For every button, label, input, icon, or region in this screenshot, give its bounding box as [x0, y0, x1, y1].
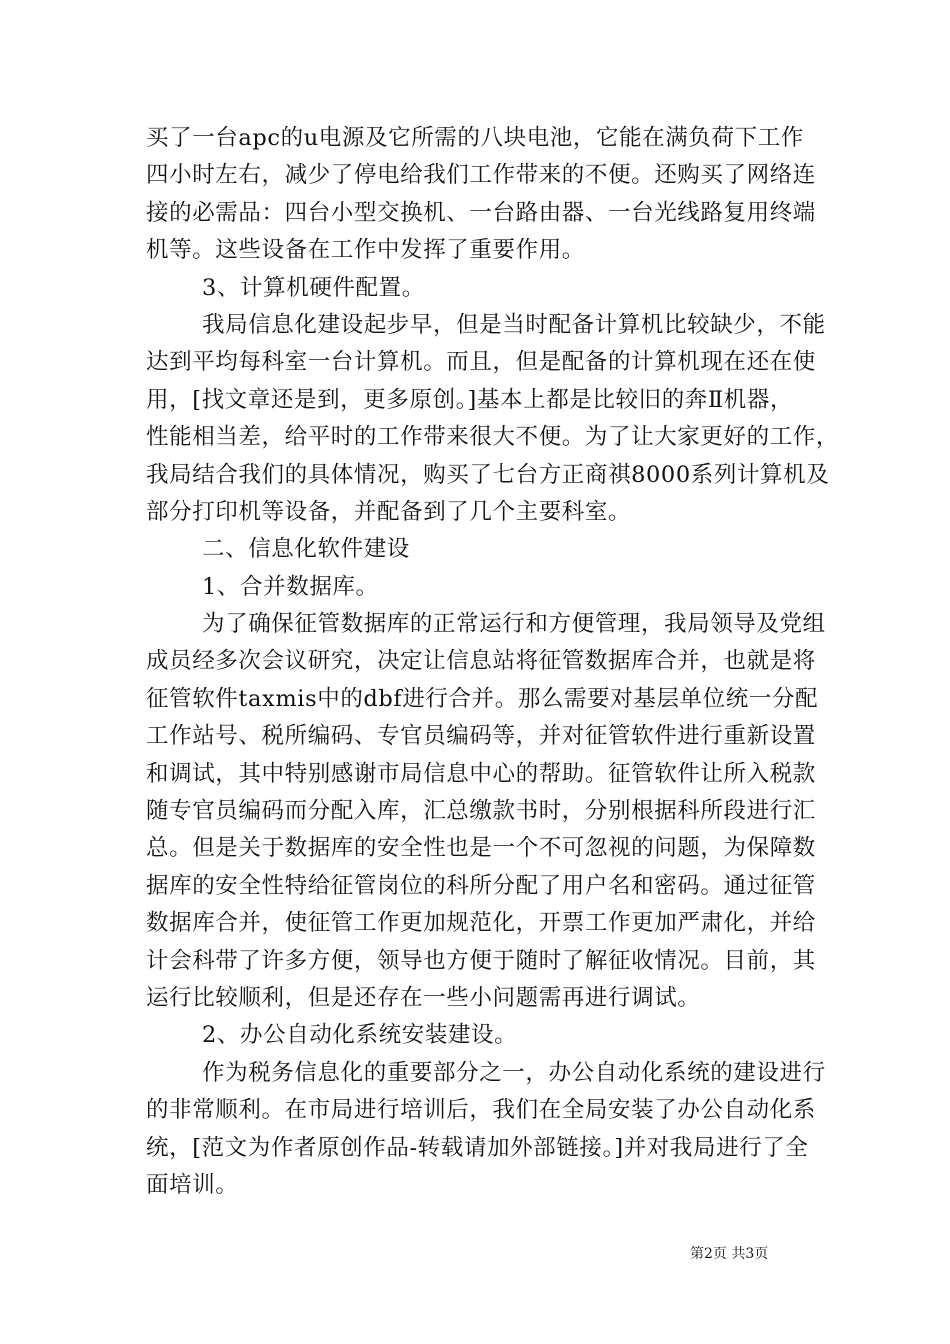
text-line: 接的必需品：四台小型交换机、一台路由器、一台光线路复用终端 — [146, 199, 816, 226]
text-line: 机等。这些设备在工作中发挥了重要作用。 — [146, 237, 585, 264]
text-line: 总。但是关于数据库的安全性也是一个不可忽视的问题，为保障数 — [146, 835, 816, 862]
text-line: 1、合并数据库。 — [202, 573, 379, 600]
page-number: 第2页 共3页 — [690, 1246, 769, 1262]
text-line: 四小时左右，减少了停电给我们工作带来的不便。还购买了网络连 — [146, 162, 816, 189]
text-line: 和调试，其中特别感谢市局信息中心的帮助。征管软件让所入税款 — [146, 760, 816, 787]
text-line: 据库的安全性特给征管岗位的科所分配了用户名和密码。通过征管 — [146, 872, 816, 899]
text-line: 我局信息化建设起步早，但是当时配备计算机比较缺少，不能 — [202, 311, 826, 338]
text-line: 作为税务信息化的重要部分之一，办公自动化系统的建设进行 — [202, 1059, 826, 1086]
text-line: 计会科带了许多方便，领导也方便于随时了解征收情况。目前，其 — [146, 947, 816, 974]
text-line: 2、办公自动化系统安装建设。 — [202, 1022, 518, 1049]
text-line: 买了一台apc的u电源及它所需的八块电池，它能在满负荷下工作 — [146, 125, 804, 151]
text-line: 成员经多次会议研究，决定让信息站将征管数据库合并，也就是将 — [146, 648, 816, 675]
text-line: 的非常顺利。在市局进行培训后，我们在全局安装了办公自动化系 — [146, 1097, 816, 1124]
text-line: 运行比较顺利，但是还存在一些小问题需再进行调试。 — [146, 984, 701, 1011]
text-line: 我局结合我们的具体情况，购买了七台方正商祺8000系列计算机及 — [146, 461, 830, 488]
text-line: 性能相当差，给平时的工作带来很大不便。为了让大家更好的工作， — [146, 424, 840, 451]
text-line: 统，[范文为作者原创作品-转载请加外部链接。]并对我局进行了全 — [146, 1134, 809, 1161]
text-line: 为了确保征管数据库的正常运行和方便管理，我局领导及党组 — [202, 611, 826, 638]
text-line: 征管软件taxmis中的dbf进行合并。那么需要对基层单位统一分配 — [146, 685, 819, 712]
text-line: 用，[找文章还是到，更多原创。]基本上都是比较旧的奔Ⅱ机器， — [146, 386, 794, 413]
text-line: 达到平均每科室一台计算机。而且，但是配备的计算机现在还在使 — [146, 349, 816, 376]
text-line: 工作站号、税所编码、专官员编码等，并对征管软件进行重新设置 — [146, 723, 816, 750]
text-line: 随专官员编码而分配入库，汇总缴款书时，分别根据科所段进行汇 — [146, 798, 816, 825]
text-line: 部分打印机等设备，并配备到了几个主要科室。 — [146, 498, 632, 525]
text-line: 面培训。 — [146, 1171, 239, 1198]
document-body — [146, 120, 840, 1204]
text-line: 3、计算机硬件配置。 — [202, 274, 425, 301]
text-line: 二、信息化软件建设 — [202, 536, 410, 563]
text-line: 数据库合并，使征管工作更加规范化，开票工作更加严肃化，并给 — [146, 910, 816, 937]
